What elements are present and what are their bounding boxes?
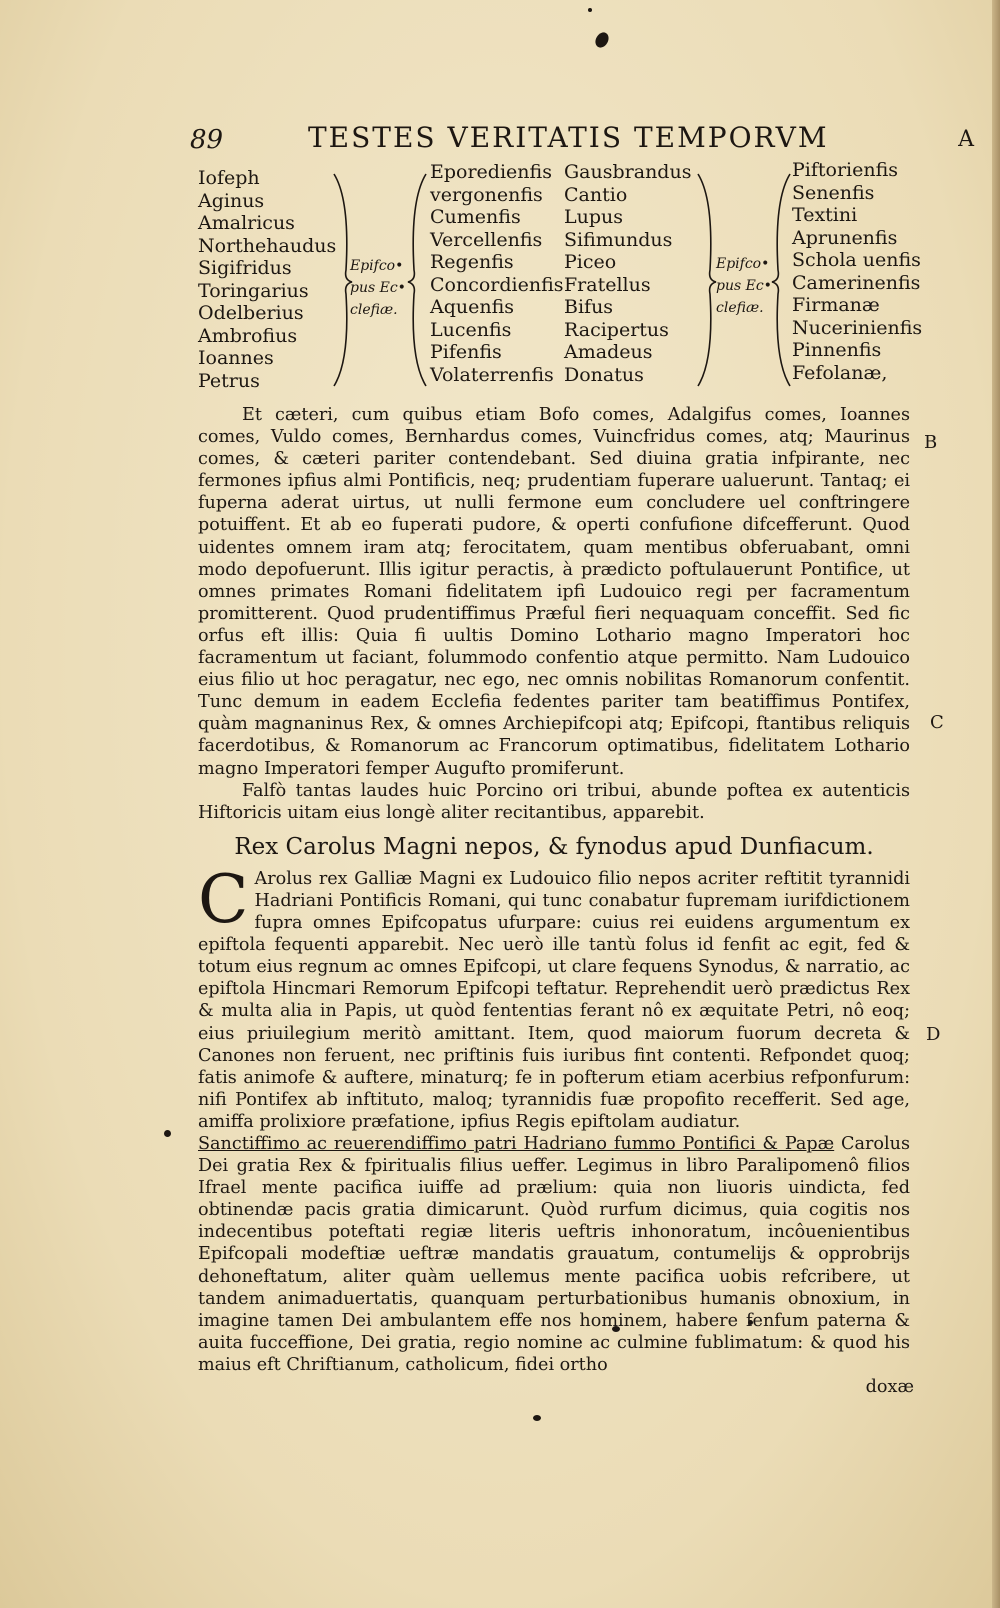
list-item: Lupus (564, 206, 624, 228)
list-item: Northehaudus (198, 234, 337, 257)
list-item: Pifenfis (430, 341, 502, 363)
paragraph: Et cæteri, cum quibus etiam Bofo comes, Adalgifus comes, Ioannes comes, Vuldo comes, Bernhardus comes, Vuincfridus comes, atq; Maurinus comes, & cæteri pariter contendebant. Sed diuina gratia infpirante, nec fermones ipfius almi Pontificis, neq; prudentiam fuperare ualuerunt. Tantaq; ei fuperna aderat uirtus, ut nulli fermone eum concludere uel conftringere potuiffent. Et ab eo fuperati pudore, & operti confufione difcefferunt. Quod uidentes omnem iram atq; ferocitatem, quam mentibus obferuabant, omni modo depofuerunt. Illis igitur peractis, à prædicto poftulauerunt Pontifice, ut omnes primates Romani fidelitatem ipfi Ludouico regi per facramentum promitterent. Quod prudentiffimus Præful fieri nequaquam conceffit. Sed fic orfus eft illis: Quia fi uultis Domino Lothario magno Imperatori hoc facramentum ut faciant, folummodo confentio atque permitto. Nam Ludouico eius filio ut hoc peragatur, nec ego, nec omnis nobilitas Romanorum confentit. Tunc demum in eadem Ecclefia fedentes pariter tam beatiffimus Pontifex, quàm magnaninus Rex, & omnes Archiepifcopi atq; Epifcopi, ftantibus reliquis facerdotibus, & Romanorum ac Francorum optimatibus, fidelitatem Lothario magno Imperatori femper Augufto promiferunt. (198, 405, 910, 779)
list-item: Schola uenfis (792, 249, 921, 271)
ink-blot (593, 30, 611, 50)
margin-note-c: C (930, 712, 944, 733)
list-item: Vercellenfis (430, 228, 543, 251)
bracket-line: clefiæ. (350, 302, 398, 318)
bracket-line: Epifco• (350, 258, 404, 274)
paragraph-with-initial (198, 860, 910, 1133)
page-header (190, 121, 980, 161)
list-item: Donatus (564, 363, 644, 386)
names-column-4 (792, 159, 922, 384)
list-item: Piftorienfis (792, 159, 899, 181)
list-item: Pinnenfis (792, 339, 882, 361)
names-column-2 (430, 161, 564, 386)
main-text (198, 404, 914, 1398)
drop-capital: C (198, 860, 249, 938)
brace-2 (404, 170, 430, 390)
names-column-1 (198, 167, 336, 392)
catchword: doxæ (865, 1377, 914, 1398)
bracket-line: pus Ec• (716, 278, 772, 294)
list-item: Piceo (564, 251, 617, 273)
list-item: Amalricus (198, 212, 295, 234)
list-item: Regenfis (430, 251, 514, 273)
list-item: Odelberius (198, 302, 304, 324)
brace-4 (768, 170, 794, 390)
list-item: Cumenfis (430, 206, 521, 228)
corner-mark: A (958, 127, 974, 152)
list-item: Petrus (198, 369, 260, 392)
list-item: Aginus (198, 189, 265, 212)
list-item: Fratellus (564, 273, 651, 296)
margin-note-d: D (926, 1024, 941, 1045)
bracket-line: clefiæ. (716, 300, 764, 316)
letter-text: Carolus Dei gratia Rex & fpiritualis filius ueffer. Legimus in libro Paralipomenô filios Ifrael mente pacifica iuiffe ad prælium: quia non liuoris uindicta, fed obtinendæ pacis gratia dimicarunt. Quòd rurfum dicimus, quia cogitis nos indecentibus poteftati regiæ literis ueftris inhonoratum, incôuenientibus Epifcopali modeftiæ ueftræ mandatis grauatum, contumelijs & opprobrijs dehoneftatum, aliter quàm uellemus mente pacifica uobis refcribere, ut tandem animaduertatis, quanquam perturbationibus humanis obnoxium, in imagine tamen Dei ambulantem effe nos hominem, habere fenfum paterna & auita fucceffione, Dei gratia, regio nomine ac culmine fublimatum: & quod his maius eft Chriftianum, catholicum, fidei ortho (198, 1134, 910, 1375)
list-item: Eporedienfis (430, 161, 552, 183)
margin-dot (164, 1130, 171, 1137)
section-heading: Rex Carolus Magni nepos, & fynodus apud Dunfiacum. (234, 833, 874, 860)
list-item: Ioannes (198, 347, 274, 369)
list-item: Toringarius (198, 279, 309, 302)
list-item: Lucenfis (430, 318, 512, 341)
list-item: Bifus (564, 296, 614, 318)
letter-paragraph (198, 1133, 910, 1376)
list-item: Volaterrenfis (430, 363, 554, 386)
page-edge (992, 0, 1000, 1608)
list-item: Racipertus (564, 318, 669, 341)
folio-number: 89 (190, 125, 224, 155)
list-item: Gausbrandus (564, 161, 692, 183)
list-item: Ambrofius (198, 324, 298, 347)
list-item: Iofeph (198, 167, 260, 189)
margin-note-b: B (924, 432, 938, 453)
bracket-label-1 (350, 255, 406, 321)
letter-address: Sanctiffimo ac reuerendiffimo patri Hadriano fummo Pontifici & Papæ (198, 1134, 835, 1154)
bracket-line: Epifco• (716, 256, 770, 272)
paragraph-text: Arolus rex Galliæ Magni ex Ludouico filio nepos acriter reftitit tyrannidi Hadriani Pontificis Romani, qui tunc conabatur fupremam iurifdictionem fupra omnes Epifcopatus ufurpare: cuius rei euidens argumentum ex epiftola fequenti apparebit. Nec uerò ille tantù folus id fenfit ac egit, fed & totum eius regnum ac omnes Epifcopi, ut clare fequens Synodus, & narratio, ac epiftola Hincmari Remorum Epifcopi teftatur. Reprehendit uerò prædictus Rex & multa alia in Papis, ut quòd fententias ferant nô ex æquitate Petri, nô eoq; eius priuilegium meritò amittant. Item, quod maiorum fuorum decreta & Canones non feruent, nec priftinis fuis iuribus fint contenti. Refpondet quoq; fatis animofe & auftere, minaturq; fe in pofterum etiam acerbius refponfurum: nifi Pontifex ab inftituto, maloq; tyrannidis fuæ propofito recefferit. Sed age, amiffa prolixiore præfatione, ipfius Regis epiftolam audiatur. (198, 868, 910, 1132)
list-item: Sifimundus (564, 228, 673, 251)
running-title: TESTES VERITATIS TEMPORVM (308, 121, 829, 154)
list-item: Firmanæ (792, 294, 880, 316)
paragraph: Falfò tantas laudes huic Porcino ori tribui, abunde poftea ex autenticis Hiftoricis uitam eius longè aliter recitantibus, apparebit. (198, 780, 910, 823)
list-item: Sigifridus (198, 257, 292, 279)
bracket-label-2 (716, 253, 772, 319)
ink-speck (588, 8, 592, 12)
list-item: Cantio (564, 183, 628, 206)
list-item: Aquenfis (430, 296, 515, 318)
list-item: Aprunenfis (792, 226, 898, 249)
list-item: Fefolanæ, (792, 361, 888, 384)
list-item: Senenfis (792, 181, 875, 204)
list-item: Concordienfis (430, 273, 564, 296)
list-item: Camerinenfis (792, 271, 921, 294)
names-column-3 (564, 161, 691, 386)
list-item: Amadeus (564, 341, 653, 363)
list-item: Textini (792, 204, 858, 226)
ink-speck (533, 1415, 541, 1421)
list-item: vergonenfis (430, 183, 543, 206)
bracket-line: pus Ec• (350, 280, 406, 296)
list-item: Nucerinienfis (792, 316, 923, 339)
